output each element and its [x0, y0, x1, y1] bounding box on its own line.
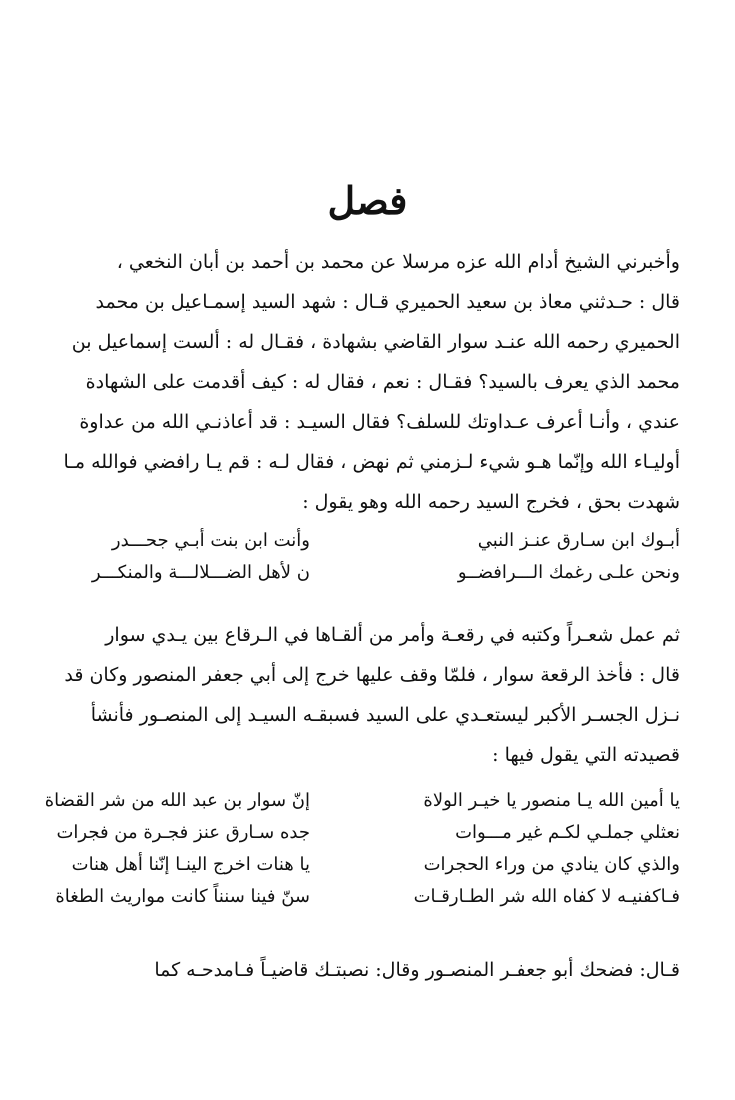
verse-second-hemistich: وأنت ابن بنت أبـي جحـــدر	[111, 530, 310, 551]
text-line: ثم عمل شعـراً وكتبه في رقعـة وأمر من ألقـاها في الـرقاع بين يـدي سوار	[105, 624, 680, 646]
text-line: محمد الذي يعرف بالسيد؟ فقـال : نعم ، فقال له : كيف أقدمت على الشهادة	[85, 371, 680, 393]
text-line: قال : حـدثني معاذ بن سعيد الحميري قـال : شهد السيد إسمـاعيل بن محمد	[95, 291, 680, 313]
verse-first-hemistich: أبـوك ابن سـارق عنـز النبي	[477, 530, 680, 551]
text-line: الحميري رحمه الله عنـد سوار القاضي بشهادة ، فقـال له : ألست إسماعيل بن	[71, 331, 680, 353]
text-line: شهدت بحق ، فخرج السيد رحمه الله وهو يقول :	[302, 491, 680, 513]
verse	[40, 530, 680, 562]
section-title: فصل	[327, 178, 408, 223]
verse-first-hemistich: فـاكفنيـه لا كفاه الله شر الطـارقـات	[413, 886, 680, 907]
poem-verses-2	[40, 790, 680, 918]
paragraph-narration-3: قـال: فضحك أبو جعفـر المنصـور وقال: نصبتـك قاضيـاً فـامدحـه كما	[154, 959, 680, 981]
text-line: نـزل الجسـر الأكبر ليستعـدي على السيد فسبقـه السيـد إلى المنصـور فأنشأ	[90, 704, 680, 726]
paragraph-narration-2	[40, 615, 680, 775]
verse-second-hemistich: يا هنات اخرج الينـا إنّنا أهل هنات	[71, 854, 310, 875]
verse	[40, 790, 680, 822]
text-line: قصيدته التي يقول فيها :	[492, 744, 680, 766]
poem-verses-1	[40, 530, 680, 594]
verse-first-hemistich: ونحن علـى رغمك الـــرافضــو	[457, 562, 680, 583]
verse	[40, 854, 680, 886]
verse-second-hemistich: ن لأهل الضـــلالـــة والمنكـــر	[91, 562, 310, 583]
verse-second-hemistich: سنّ فينا سنناً كانت مواريث الطغاة	[55, 886, 310, 907]
verse-first-hemistich: يا أمين الله يـا منصور يا خيـر الولاة	[423, 790, 680, 811]
verse-first-hemistich: والذي كان ينادي من وراء الحجرات	[423, 854, 680, 875]
verse-second-hemistich: جده سـارق عنز فجـرة من فجرات	[56, 822, 310, 843]
verse	[40, 886, 680, 918]
paragraph-narration	[40, 242, 680, 522]
verse	[40, 822, 680, 854]
text-line: عندي ، وأنـا أعرف عـداوتك للسلف؟ فقال السيـد : قد أعاذنـي الله من عداوة	[79, 411, 680, 433]
text-line: وأخبرني الشيخ أدام الله عزه مرسلا عن محمد بن أحمد بن أبان النخعي ،	[116, 251, 680, 273]
verse-second-hemistich: إنّ سوار بن عبد الله من شر القضاة	[44, 790, 310, 811]
text-line: أوليـاء الله وإنّما هـو شيء لـزمني ثم نهض ، فقال لـه : قم يـا رافضي فوالله مـا	[63, 451, 680, 473]
verse-first-hemistich: نعثلي جملـي لكـم غير مـــوات	[455, 822, 680, 843]
text-line: قال : فأخذ الرقعة سوار ، فلمّا وقف عليها خرج إلى أبي جعفر المنصور وكان قد	[64, 664, 680, 686]
verse	[40, 562, 680, 594]
